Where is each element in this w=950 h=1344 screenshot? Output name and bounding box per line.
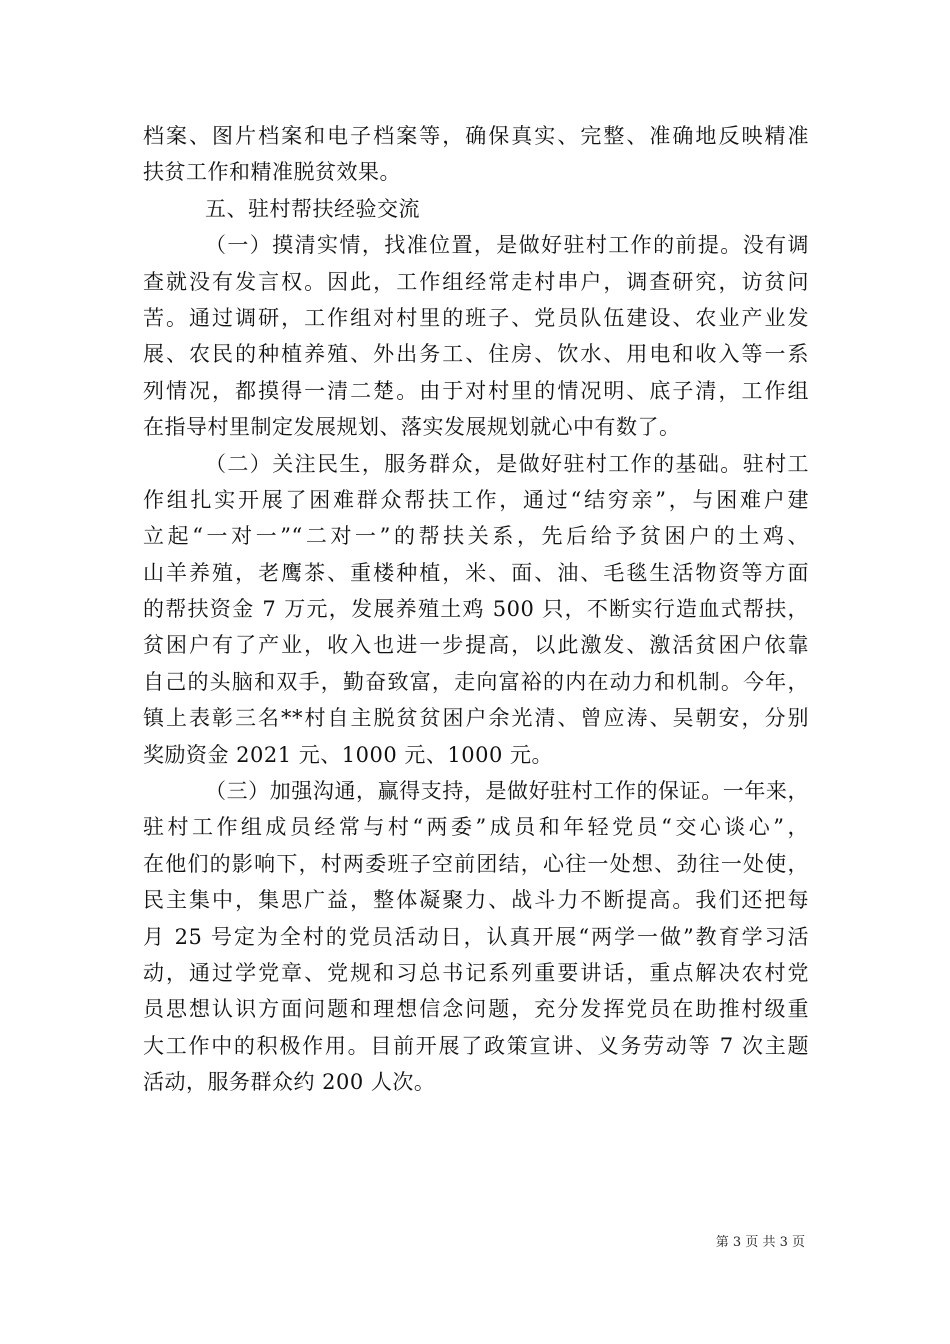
document-body <box>143 118 809 1101</box>
text-line: 动，通过学党章、党规和习总书记系列重要讲话，重点解决农村党 <box>143 960 809 985</box>
text-line: 苦。通过调研，工作组对村里的班子、党员队伍建设、农业产业发 <box>143 305 809 330</box>
text-line: 自己的头脑和双手，勤奋致富，走向富裕的内在动力和机制。今年， <box>143 669 809 694</box>
text-line: 作组扎实开展了困难群众帮扶工作，通过“结穷亲”，与困难户建 <box>143 487 809 512</box>
text-line: 奖励资金 2021 元、1000 元、1000 元。 <box>143 742 554 767</box>
text-line: 档案、图片档案和电子档案等，确保真实、完整、准确地反映精准 <box>143 124 809 148</box>
section-heading: 五、驻村帮扶经验交流 <box>205 196 420 221</box>
paragraph-first-line: （一）摸清实情，找准位置，是做好驻村工作的前提。没有调 <box>205 233 809 258</box>
text-line: 镇上表彰三名**村自主脱贫贫困户余光清、曾应涛、吴朝安，分别 <box>143 706 809 731</box>
text-line: 扶贫工作和精准脱贫效果。 <box>143 160 401 185</box>
text-line: 活动，服务群众约 200 人次。 <box>143 1070 436 1095</box>
text-line: 月 25 号定为全村的党员活动日，认真开展“两学一做”教育学习活 <box>143 924 809 949</box>
text-line: 驻村工作组成员经常与村“两委”成员和年轻党员“交心谈心”， <box>143 815 809 840</box>
paragraph-first-line: （三）加强沟通，赢得支持，是做好驻村工作的保证。一年来， <box>205 779 809 804</box>
text-line: 大工作中的积极作用。目前开展了政策宣讲、义务劳动等 7 次主题 <box>143 1033 809 1058</box>
text-line: 立起“一对一”“二对一”的帮扶关系，先后给予贫困户的土鸡、 <box>143 524 809 549</box>
text-line: 员思想认识方面问题和理想信念问题，充分发挥党员在助推村级重 <box>143 997 809 1022</box>
text-line: 展、农民的种植养殖、外出务工、住房、饮水、用电和收入等一系 <box>143 342 809 367</box>
text-line: 在他们的影响下，村两委班子空前团结，心往一处想、劲往一处使， <box>143 851 809 876</box>
paragraph-first-line: （二）关注民生，服务群众，是做好驻村工作的基础。驻村工 <box>205 451 809 476</box>
text-line: 在指导村里制定发展规划、落实发展规划就心中有数了。 <box>143 415 681 440</box>
text-line: 贫困户有了产业，收入也进一步提高，以此激发、激活贫困户依靠 <box>143 633 809 658</box>
text-line: 查就没有发言权。因此，工作组经常走村串户，调查研究，访贫问 <box>143 269 809 294</box>
text-line: 的帮扶资金 7 万元，发展养殖土鸡 500 只，不断实行造血式帮扶， <box>143 597 809 622</box>
text-line: 民主集中，集思广益，整体凝聚力、战斗力不断提高。我们还把每 <box>143 888 809 913</box>
text-line: 山羊养殖，老鹰茶、重楼种植，米、面、油、毛毯生活物资等方面 <box>143 560 809 585</box>
page-number: 第 3 页 共 3 页 <box>715 1235 805 1250</box>
text-line: 列情况，都摸得一清二楚。由于对村里的情况明、底子清，工作组 <box>143 378 809 403</box>
